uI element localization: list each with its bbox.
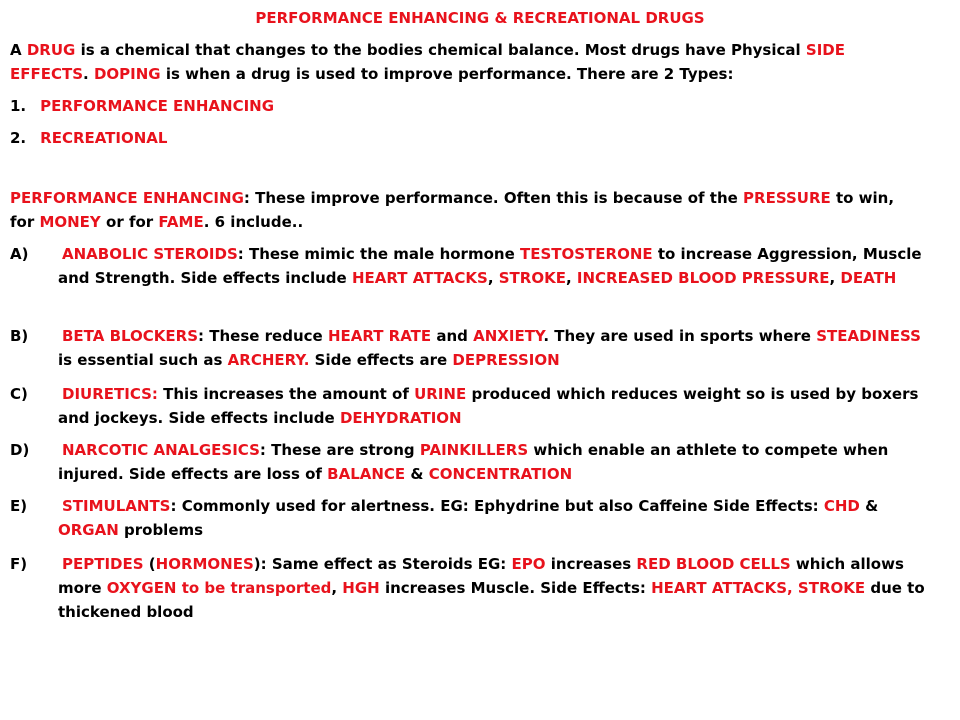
term-chd: CHD — [823, 497, 860, 515]
item-text — [58, 494, 938, 542]
term-red-blood-cells: RED BLOOD CELLS — [636, 555, 791, 573]
intro-text-2: is a chemical that changes to the bodies chemical balance. Most drugs have Physical — [75, 41, 806, 59]
pe-text-5: . 6 include.. — [203, 213, 304, 231]
term-blood-pressure: INCREASED BLOOD PRESSURE — [576, 269, 830, 287]
item-marker: D) — [10, 441, 30, 459]
text: ( — [143, 555, 156, 573]
term-hgh: HGH — [342, 579, 380, 597]
item-text — [58, 382, 938, 430]
text: to increase Aggression, Muscle and Strength. Side effects include — [58, 245, 922, 287]
item-marker: F) — [10, 555, 28, 573]
text: which enable an athlete to compete when injured. Side effects are loss of — [58, 441, 889, 483]
text: & — [859, 497, 879, 515]
item-text — [58, 324, 938, 372]
term-anxiety: ANXIETY — [473, 327, 544, 345]
text: problems — [118, 521, 204, 539]
term-side: SIDE — [805, 41, 845, 59]
text: , — [487, 269, 499, 287]
drug-item-b — [0, 324, 960, 372]
term-painkillers: PAINKILLERS — [419, 441, 529, 459]
text: due to thickened blood — [58, 579, 925, 621]
item-marker: B) — [10, 327, 29, 345]
term-anabolic-steroids: ANABOLIC STEROIDS — [62, 245, 238, 263]
text: produced which reduces weight so is used by boxers and jockeys. Side effects include — [58, 385, 919, 427]
text: , — [829, 269, 841, 287]
item-text — [58, 438, 938, 486]
pe-heading: PERFORMANCE ENHANCING — [10, 189, 244, 207]
term-hormones: HORMONES — [155, 555, 254, 573]
text: , — [565, 269, 577, 287]
item-marker: E) — [10, 497, 28, 515]
text: is essential such as — [58, 351, 228, 369]
term-death: DEATH — [840, 269, 897, 287]
text: Side effects are — [309, 351, 453, 369]
item-text — [58, 242, 938, 290]
text: which allows more — [58, 555, 904, 597]
term-steadiness: STEADINESS — [816, 327, 921, 345]
term-heart-attacks: HEART ATTACKS — [351, 269, 488, 287]
text: & — [405, 465, 429, 483]
text: , — [331, 579, 343, 597]
term-archery: ARCHERY. — [227, 351, 310, 369]
pe-text-4: or for — [100, 213, 159, 231]
text: : These mimic the male hormone — [237, 245, 520, 263]
type-marker: 1. — [10, 97, 27, 115]
intro-text-3: . — [83, 65, 94, 83]
pe-text-3: for — [10, 213, 40, 231]
type-label: RECREATIONAL — [40, 129, 168, 147]
term-fame: FAME — [158, 213, 204, 231]
term-balance: BALANCE — [327, 465, 406, 483]
intro-paragraph — [10, 38, 940, 86]
text: . They are used in sports where — [543, 327, 817, 345]
term-heart-attacks-stroke: HEART ATTACKS, STROKE — [651, 579, 866, 597]
intro-text-4: is when a drug is used to improve performance. There are 2 Types: — [160, 65, 734, 83]
term-money: MONEY — [39, 213, 101, 231]
pe-text-2: to win, — [830, 189, 895, 207]
term-dehydration: DEHYDRATION — [339, 409, 462, 427]
type-list-item-2 — [10, 128, 167, 148]
term-stimulants: STIMULANTS — [62, 497, 171, 515]
performance-enhancing-paragraph — [10, 186, 940, 234]
drug-item-e — [0, 494, 960, 542]
type-label: PERFORMANCE ENHANCING — [40, 97, 275, 115]
type-list-item-1 — [10, 96, 274, 116]
drug-item-c — [0, 382, 960, 430]
term-concentration: CONCENTRATION — [428, 465, 573, 483]
term-testosterone: TESTOSTERONE — [519, 245, 653, 263]
intro-text-1: A — [10, 41, 27, 59]
text: : Commonly used for alertness. EG: Ephydrine but also Caffeine Side Effects: — [170, 497, 824, 515]
drug-item-d — [0, 438, 960, 486]
item-marker: C) — [10, 385, 28, 403]
term-stroke: STROKE — [498, 269, 566, 287]
pe-text-1: : These improve performance. Often this is because of the — [243, 189, 744, 207]
term-heart-rate: HEART RATE — [327, 327, 432, 345]
term-effects: EFFECTS — [10, 65, 84, 83]
text: : These are strong — [259, 441, 420, 459]
term-epo: EPO — [511, 555, 546, 573]
term-oxygen: OXYGEN to be transported — [106, 579, 332, 597]
term-drug: DRUG — [26, 41, 76, 59]
text: ): Same effect as Steroids EG: — [253, 555, 512, 573]
text: and — [431, 327, 474, 345]
term-organ: ORGAN — [58, 521, 119, 539]
text: increases — [545, 555, 637, 573]
term-urine: URINE — [414, 385, 467, 403]
term-doping: DOPING — [93, 65, 161, 83]
drug-item-a — [0, 242, 960, 314]
text: increases Muscle. Side Effects: — [379, 579, 652, 597]
term-depression: DEPRESSION — [452, 351, 560, 369]
page-title: PERFORMANCE ENHANCING & RECREATIONAL DRUGS — [255, 9, 705, 27]
term-beta-blockers: BETA BLOCKERS — [62, 327, 199, 345]
text: : These reduce — [198, 327, 328, 345]
term-diuretics: DIURETICS: — [62, 385, 158, 403]
term-narcotic-analgesics: NARCOTIC ANALGESICS — [62, 441, 260, 459]
term-pressure: PRESSURE — [743, 189, 831, 207]
item-marker: A) — [10, 245, 29, 263]
drug-item-f — [0, 552, 960, 624]
text: This increases the amount of — [157, 385, 415, 403]
term-peptides: PEPTIDES — [62, 555, 144, 573]
type-marker: 2. — [10, 129, 27, 147]
item-text — [58, 552, 938, 624]
